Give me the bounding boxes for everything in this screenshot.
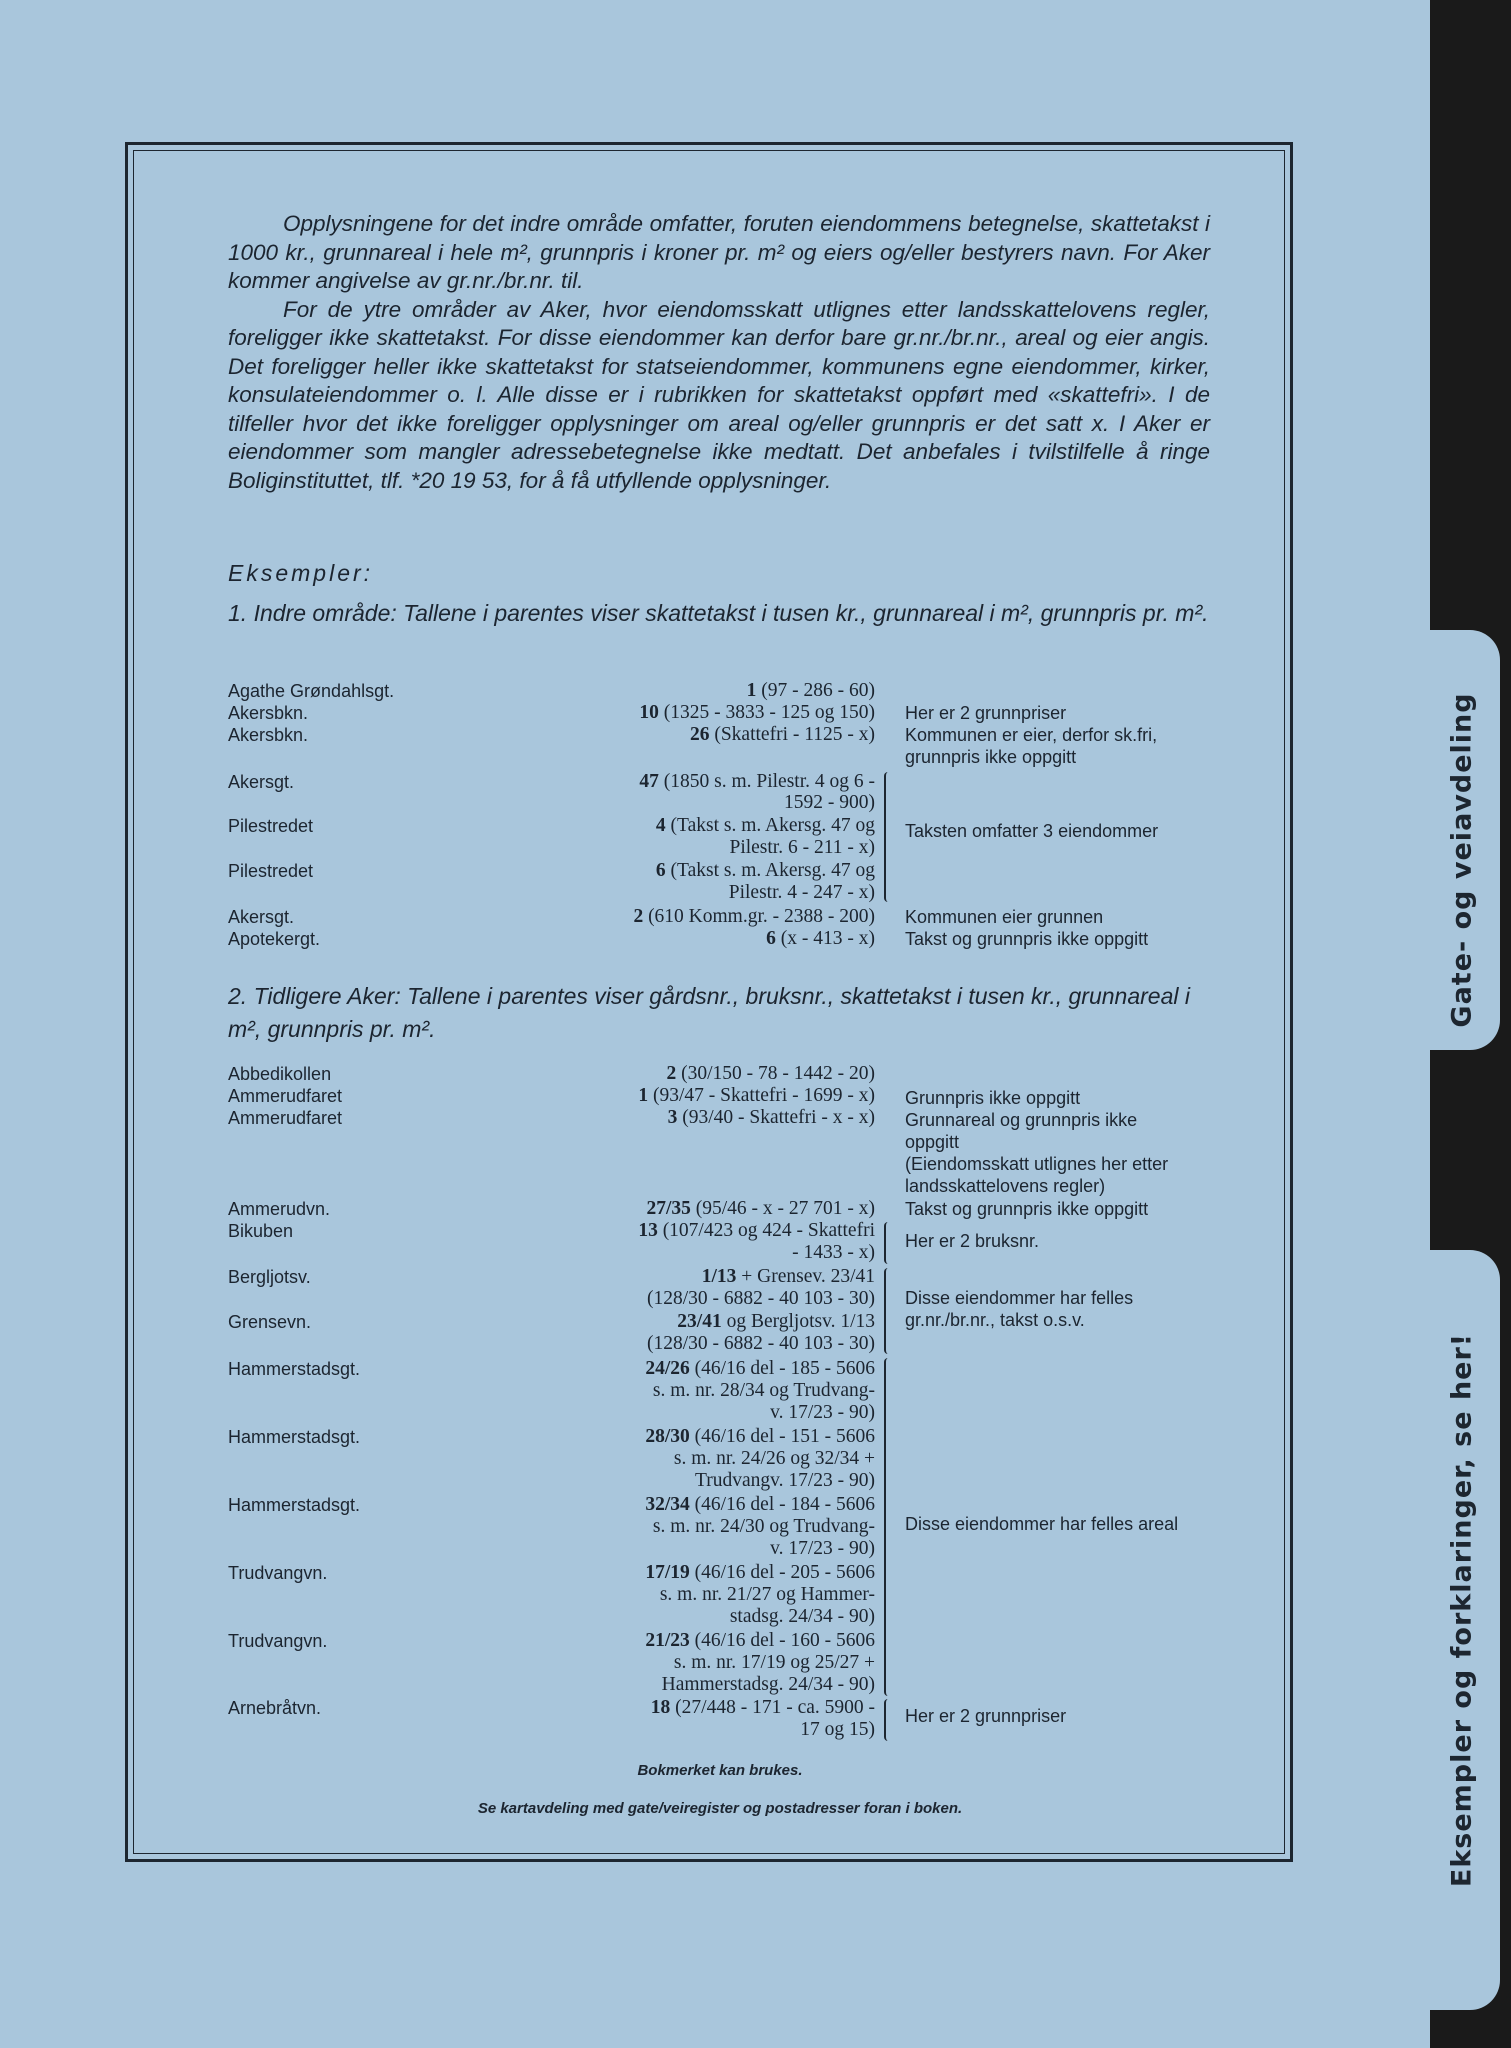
s1-name: Akersgt.	[228, 772, 295, 792]
s2-note: Takst og grunnpris ikke oppgitt	[905, 1199, 1149, 1219]
s2-note: Grunnpris ikke oppgitt	[905, 1088, 1081, 1108]
s2-name: Bergljotsv.	[228, 1267, 311, 1287]
s2-value-cont: v. 17/23 - 90)	[770, 1402, 875, 1423]
s2-name: Bikuben	[228, 1221, 294, 1241]
s2-value: 24/26 (46/16 del - 185 - 5606	[645, 1358, 875, 1379]
s2-value: 18 (27/448 - 171 - ca. 5900 -	[650, 1697, 875, 1718]
s2-value: 28/30 (46/16 del - 151 - 5606	[645, 1426, 875, 1447]
s2-value-cont: s. m. nr. 24/30 og Trudvang-	[652, 1516, 875, 1537]
section2-heading: 2. Tidligere Aker: Tallene i parentes viser gårdsnr., bruksnr., skattetakst i tusen kr., grunnareal i m², grunnpris pr. m².	[228, 983, 1190, 1042]
brace	[884, 1358, 892, 1696]
s2-value: 1 (93/47 - Skattefri - 1699 - x)	[638, 1085, 875, 1106]
s2-value-cont: (128/30 - 6882 - 40 103 - 30)	[646, 1288, 875, 1309]
s2-name: Ammerudfaret	[228, 1108, 343, 1128]
s2-note: Disse eiendommer har felles areal	[905, 1514, 1179, 1534]
s2-value-cont: stadsg. 24/34 - 90)	[729, 1606, 875, 1627]
s2-value: 13 (107/423 og 424 - Skattefri	[638, 1220, 875, 1241]
s2-name: Trudvangvn.	[228, 1631, 328, 1651]
s2-name: Abbedikollen	[228, 1064, 332, 1084]
brace	[884, 772, 892, 902]
s1-value-cont: Pilestr. 6 - 211 - x)	[729, 837, 875, 858]
s1-name: Agathe Grøndahlsgt.	[228, 681, 395, 701]
s2-name: Arnebråtvn.	[228, 1698, 322, 1718]
s2-value-cont: 17 og 15)	[800, 1719, 875, 1740]
s2-value-cont: Trudvangv. 17/23 - 90)	[694, 1470, 875, 1491]
s1-name: Akersbkn.	[228, 725, 309, 745]
s1-note: grunnpris ikke oppgitt	[905, 747, 1077, 767]
intro-paragraph-2: For de ytre områder av Aker, hvor eiendomsskatt utlignes etter landsskattelovens regler, foreligger ikke skattetakst. For disse eiendommer kan derfor bare gr.nr./br.nr., areal og eier angis. Det foreligger heller ikke skattetakst for statseiendommer, kommunens egne eiendommer, kirker, konsulateiendommer o. l. Alle disse er i rubrikken for skattetakst oppført med «skattefri». I de tilfeller hvor det ikke foreligger opplysninger om areal og/eller grunnpris er det satt x. I Aker er eiendommer som mangler adressebetegnelse ikke medtatt. Det anbefales i tvilstilfelle å ringe Boliginstituttet, tlf. *20 19 53, for å få utfyllende opplysninger.	[228, 296, 1210, 493]
s2-note: Disse eiendommer har felles	[905, 1288, 1134, 1308]
tab-label-upper: Gate- og veiavdeling	[1446, 692, 1478, 1028]
footer-bookmark-note: Bokmerket kan brukes.	[637, 1762, 803, 1779]
s1-note: Takst og grunnpris ikke oppgitt	[905, 929, 1149, 949]
s2-value-cont: (128/30 - 6882 - 40 103 - 30)	[646, 1333, 875, 1354]
s1-name: Akersgt.	[228, 907, 295, 927]
s2-name: Grensevn.	[228, 1312, 312, 1332]
s2-note: Grunnareal og grunnpris ikke	[905, 1110, 1138, 1130]
intro-text	[228, 210, 1210, 495]
s1-value: 10 (1325 - 3833 - 125 og 150)	[639, 702, 875, 723]
s1-name: Pilestredet	[228, 861, 314, 881]
s2-value: 21/23 (46/16 del - 160 - 5606	[645, 1630, 875, 1651]
brace	[884, 1699, 892, 1741]
s2-value: 1/13 + Grensev. 23/41	[701, 1266, 875, 1287]
s2-note: landsskattelovens regler)	[905, 1176, 1106, 1196]
s2-value: 23/41 og Bergljotsv. 1/13	[677, 1311, 875, 1332]
s2-note: gr.nr./br.nr., takst o.s.v.	[905, 1310, 1085, 1330]
s1-note: Kommunen eier grunnen	[905, 907, 1104, 927]
s1-value: 6 (x - 413 - x)	[766, 928, 875, 949]
s2-value-cont: Hammerstadsg. 24/34 - 90)	[661, 1674, 875, 1695]
s1-value: 47 (1850 s. m. Pilestr. 4 og 6 -	[639, 771, 875, 792]
s2-value: 27/35 (95/46 - x - 27 701 - x)	[646, 1198, 875, 1219]
s2-value-cont: s. m. nr. 17/19 og 25/27 +	[673, 1652, 875, 1673]
intro-paragraph-1: Opplysningene for det indre område omfatter, foruten eiendommens betegnelse, skattetakst i 1000 kr., grunnareal i hele m², grunnpris i kroner pr. m² og eiers og/eller bestyrers navn. For Aker kommer angivelse av gr.nr./br.nr. til.	[228, 211, 1210, 293]
s1-value: 26 (Skattefri - 1125 - x)	[689, 724, 875, 745]
examples-heading: Eksempler:	[228, 560, 374, 586]
footer-map-note: Se kartavdeling med gate/veiregister og postadresser foran i boken.	[477, 1800, 963, 1817]
s1-name: Apotekergt.	[228, 929, 321, 949]
s1-note: Taksten omfatter 3 eiendommer	[905, 821, 1159, 841]
s2-name: Trudvangvn.	[228, 1563, 328, 1583]
s1-value: 6 (Takst s. m. Akersg. 47 og	[655, 860, 875, 881]
s2-value: 2 (30/150 - 78 - 1442 - 20)	[666, 1063, 875, 1084]
s2-value: 32/34 (46/16 del - 184 - 5606	[645, 1494, 875, 1515]
s1-note: Kommunen er eier, derfor sk.fri,	[905, 725, 1158, 745]
s1-value: 4 (Takst s. m. Akersg. 47 og	[655, 815, 875, 836]
s2-note: oppgitt	[905, 1132, 960, 1152]
brace	[884, 1268, 892, 1354]
tab-label-lower: Eksempler og forklaringer, se her!	[1446, 1332, 1478, 1888]
s2-note: Her er 2 grunnpriser	[905, 1706, 1067, 1726]
s2-name: Hammerstadsgt.	[228, 1427, 361, 1447]
s2-value-cont: s. m. nr. 21/27 og Hammer-	[659, 1584, 875, 1605]
s2-name: Hammerstadsgt.	[228, 1495, 361, 1515]
s2-note: Her er 2 bruksnr.	[905, 1231, 1040, 1251]
s1-name: Akersbkn.	[228, 703, 309, 723]
s2-note: (Eiendomsskatt utlignes her etter	[905, 1154, 1169, 1174]
s2-value-cont: s. m. nr. 28/34 og Trudvang-	[652, 1380, 875, 1401]
s1-name: Pilestredet	[228, 816, 314, 836]
s2-value-cont: v. 17/23 - 90)	[770, 1538, 875, 1559]
s1-value: 2 (610 Komm.gr. - 2388 - 200)	[633, 906, 875, 927]
s2-value-cont: - 1433 - x)	[792, 1242, 875, 1263]
s2-name: Hammerstadsgt.	[228, 1359, 361, 1379]
s1-note: Her er 2 grunnpriser	[905, 703, 1067, 723]
s1-value: 1 (97 - 286 - 60)	[746, 680, 875, 701]
s2-name: Ammerudvn.	[228, 1199, 331, 1219]
s2-value-cont: s. m. nr. 24/26 og 32/34 +	[673, 1448, 875, 1469]
section1-heading: 1. Indre område: Tallene i parentes viser skattetakst i tusen kr., grunnareal i m², grunnpris pr. m².	[228, 600, 1209, 626]
s2-value: 17/19 (46/16 del - 205 - 5606	[645, 1562, 875, 1583]
brace	[884, 1222, 892, 1264]
s2-value: 3 (93/40 - Skattefri - x - x)	[667, 1107, 875, 1128]
s1-value-cont: 1592 - 900)	[784, 792, 875, 813]
s2-name: Ammerudfaret	[228, 1086, 343, 1106]
s1-value-cont: Pilestr. 4 - 247 - x)	[728, 882, 875, 903]
